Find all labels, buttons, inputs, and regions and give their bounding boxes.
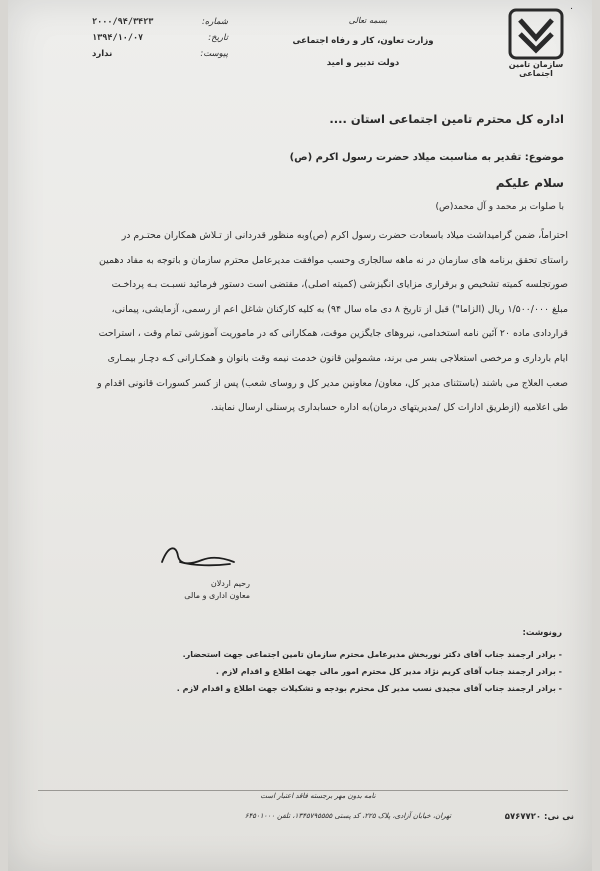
footer-motto: نامه بدون مهر برجسته فاقد اعتبار است (260, 792, 376, 800)
letter-meta (92, 14, 228, 62)
cc-list (142, 646, 562, 697)
letter-page (8, 0, 592, 871)
body-line: راستای تحقق برنامه های سازمان در نه ماهه سالجاری وحسب موافقت مدیرعامل محترم سازمان و باتوجه به مفاد دهمین (98, 254, 568, 266)
meta-number (92, 14, 228, 30)
handwritten-signature-icon (158, 540, 238, 572)
meta-date (92, 30, 228, 46)
body-line: احتراماً، ضمن گرامیداشت میلاد باسعادت حضرت رسول اکرم (ص)وبه منظور قدردانی از تـلاش همکاران محتـرم در (121, 230, 568, 241)
greeting: سلام علیکم (495, 176, 564, 190)
government-slogan: دولت تدبیر و امید (326, 58, 400, 68)
body-line: ایام بارداری و مرخصی استعلاجی بسر می برند، مشمولین قانون خدمت نیمه وقت بانوان و همکـارانی کـه دچـار بیمـاری (107, 352, 568, 364)
salawat: با صلوات بر محمد و آل محمد(ص) (435, 202, 564, 212)
footer-address: تهران، خیابان آزادی، پلاک ۲۲۵، کد پستی ۱۳۴۵۷۹۵۵۵۵، تلفن ۶۴۵۰۱۰۰۰ (244, 812, 452, 820)
ministry-block (288, 30, 438, 74)
body-line: طی اعلامیه (ازطریق ادارات کل /مدیریتهای درمان)به اداره حسابداری پرسنلی ارسال نمایند. (210, 402, 568, 414)
attachment-value: ندارد (92, 49, 113, 59)
signer-title: معاون اداری و مالی (184, 591, 250, 600)
subject: موضوع: تقدیر به مناسبت میلاد حضرت رسول اکرم (ص) (289, 152, 564, 163)
letter-body (16, 224, 568, 421)
cc-item: - برادر ارجمند جناب آقای مجیدی نسب مدیر کل محترم بودجه و تشکیلات جهت اطلاع و اقدام لازم . (176, 684, 562, 693)
meta-attachment (92, 46, 228, 62)
cc-item: - برادر ارجمند جناب آقای دکتر نوربخش مدیرعامل محترم سازمان تامین اجتماعی جهت استحضار. (182, 650, 562, 659)
cc-item: - برادر ارجمند جناب آقای کریم نژاد مدیر کل محترم امور مالی جهت اطلاع و اقدام لازم . (215, 667, 562, 676)
bismillah: بسمه تعالی (348, 16, 388, 25)
body-line: مبلغ ۱/۵۰۰/۰۰۰ ریال (الزاما") قبل از تاریخ ۸ دی ماه سال ۹۴) به کلیه کارکنان شاغل اعم از رسمی، آزمایشی، پیمانی، (111, 303, 568, 315)
org-caption: سازمان تامین اجتماعی (508, 60, 564, 78)
letter-number: ۲۰۰۰/۹۴/۳۴۲۳ (92, 17, 154, 27)
signer-name: رحیم اردلان (210, 579, 250, 588)
cc-title: رونوشت: (522, 628, 562, 638)
letter-date: ۱۳۹۴/۱۰/۰۷ (92, 33, 144, 43)
recipient: اداره کل محترم تامین اجتماعی استان .... (329, 112, 564, 126)
body-line: قراردادی ماده ۲۰ آئین نامه استخدامی، نیروهای جایگزین موقت، همکارانی که در ماموریت آموزشی تمام وقت ، استراحت (98, 328, 568, 340)
social-security-logo-icon (506, 8, 566, 60)
corner-mark: ۰ (569, 4, 574, 14)
footer-phone: نی نی: ۵۷۶۷۷۲۰ (504, 812, 574, 822)
attachment-label: پیوست: (200, 49, 228, 59)
number-label: شماره: (201, 17, 228, 27)
ministry-name: وزارت تعاون، کار و رفاه اجتماعی (292, 36, 434, 46)
footer-divider (38, 790, 568, 791)
body-line: صعب العلاج می باشند (باستثنای مدیر کل، معاون/ معاونین مدیر کل و روسای شعب) پس از کسر کسورات قانونی اقدام و (97, 377, 568, 389)
signer-block (160, 578, 250, 602)
date-label: تاریخ: (208, 33, 228, 43)
body-line: صورتجلسه کمیته تشخیص و برقراری مزایای انگیزشی (کمیته اصلی)، مقتضی است دستور فرمائید نسبـت بـه پرداخـت (111, 279, 568, 291)
